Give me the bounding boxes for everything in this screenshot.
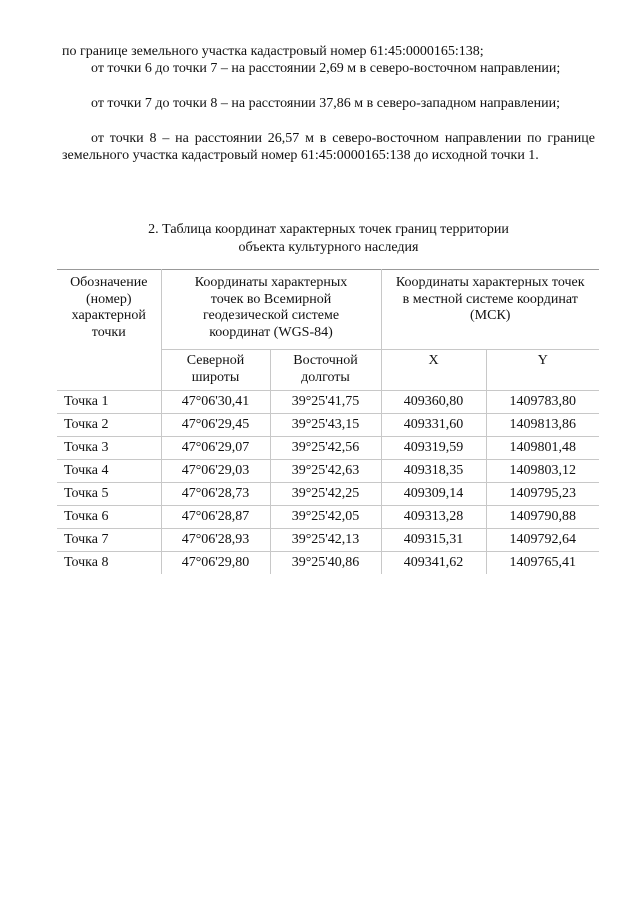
point-name: Точка 3: [57, 437, 161, 460]
x-cell: 409313,28: [381, 506, 486, 529]
point-name: Точка 7: [57, 529, 161, 552]
boundary-paragraph-2: от точки 6 до точки 7 – на расстоянии 2,69 м в северо-восточном направлении;: [91, 61, 561, 76]
table-row: [57, 483, 599, 506]
header-y: Y: [486, 350, 599, 391]
table-row: [57, 437, 599, 460]
latitude-cell: 47°06'28,73: [161, 483, 270, 506]
longitude-cell: 39°25'42,05: [270, 506, 381, 529]
x-cell: 409341,62: [381, 552, 486, 575]
point-name: Точка 1: [57, 391, 161, 414]
caption-line-2: объекта культурного наследия: [238, 239, 419, 255]
table-row: [57, 506, 599, 529]
point-name: Точка 6: [57, 506, 161, 529]
table-caption: [62, 221, 595, 256]
boundary-paragraph-4: от точки 8 – на расстоянии 26,57 м в северо-восточном направлении по границе земельного участка кадастровый номер 61:45:0000165:138 до исходной точки 1.: [62, 131, 595, 164]
table-row: [57, 414, 599, 437]
latitude-cell: 47°06'28,87: [161, 506, 270, 529]
table-row: [57, 529, 599, 552]
point-name: Точка 2: [57, 414, 161, 437]
longitude-cell: 39°25'41,75: [270, 391, 381, 414]
y-cell: 1409783,80: [486, 391, 599, 414]
x-cell: 409331,60: [381, 414, 486, 437]
header-msk: Координаты характерных точек в местной системе координат (МСК): [381, 270, 599, 350]
table-row: [57, 391, 599, 414]
x-cell: 409360,80: [381, 391, 486, 414]
latitude-cell: 47°06'29,03: [161, 460, 270, 483]
latitude-cell: 47°06'29,07: [161, 437, 270, 460]
y-cell: 1409813,86: [486, 414, 599, 437]
header-latitude: Северной широты: [161, 350, 270, 391]
point-name: Точка 4: [57, 460, 161, 483]
coordinates-table: [57, 269, 599, 574]
longitude-cell: 39°25'40,86: [270, 552, 381, 575]
caption-line-1: 2. Таблица координат характерных точек границ территории: [148, 222, 509, 237]
latitude-cell: 47°06'29,45: [161, 414, 270, 437]
y-cell: 1409765,41: [486, 552, 599, 575]
header-point: Обозначение (номер) характерной точки: [57, 270, 161, 391]
latitude-cell: 47°06'30,41: [161, 391, 270, 414]
y-cell: 1409790,88: [486, 506, 599, 529]
header-longitude: Восточной долготы: [270, 350, 381, 391]
table-row: [57, 552, 599, 575]
y-cell: 1409801,48: [486, 437, 599, 460]
y-cell: 1409792,64: [486, 529, 599, 552]
x-cell: 409319,59: [381, 437, 486, 460]
y-cell: 1409803,12: [486, 460, 599, 483]
point-name: Точка 8: [57, 552, 161, 575]
longitude-cell: 39°25'42,56: [270, 437, 381, 460]
longitude-cell: 39°25'42,13: [270, 529, 381, 552]
latitude-cell: 47°06'29,80: [161, 552, 270, 575]
boundary-paragraph-3: от точки 7 до точки 8 – на расстоянии 37,86 м в северо-западном направлении;: [91, 96, 560, 111]
x-cell: 409309,14: [381, 483, 486, 506]
longitude-cell: 39°25'42,63: [270, 460, 381, 483]
longitude-cell: 39°25'43,15: [270, 414, 381, 437]
boundary-paragraph-1: по границе земельного участка кадастровый номер 61:45:0000165:138;: [62, 44, 484, 59]
header-wgs84: Координаты характерных точек во Всемирной геодезической системе координат (WGS-84): [161, 270, 381, 350]
y-cell: 1409795,23: [486, 483, 599, 506]
table-row: [57, 460, 599, 483]
header-x: X: [381, 350, 486, 391]
x-cell: 409315,31: [381, 529, 486, 552]
latitude-cell: 47°06'28,93: [161, 529, 270, 552]
x-cell: 409318,35: [381, 460, 486, 483]
point-name: Точка 5: [57, 483, 161, 506]
longitude-cell: 39°25'42,25: [270, 483, 381, 506]
